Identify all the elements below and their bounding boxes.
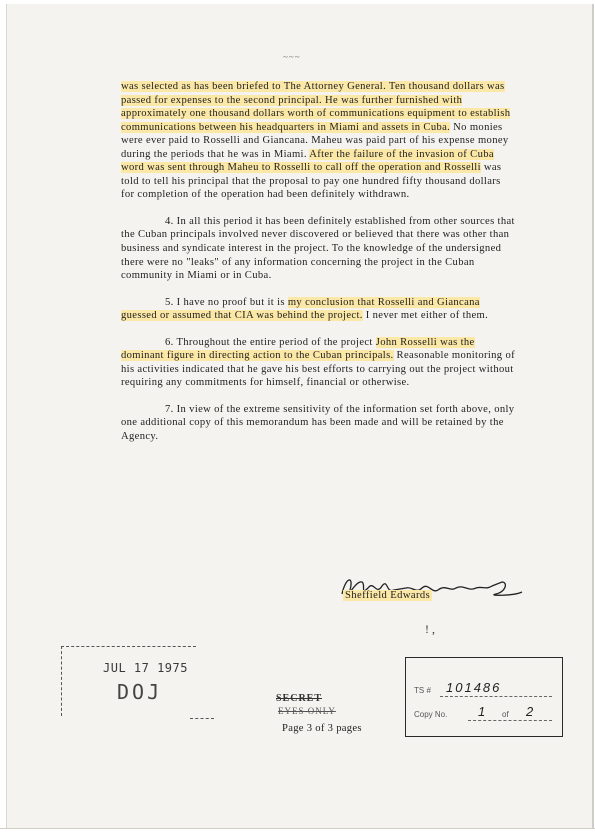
paragraph-text: was told to tell his principal that the proposal to pay one hundred fifty thousand dollars for completion of the operation had been definitely withdrawn. xyxy=(121,162,502,201)
paragraph-7 xyxy=(121,403,516,444)
received-stamp xyxy=(55,640,205,730)
paragraph-text: I never met either of them. xyxy=(362,310,489,322)
stamp-dashed-border-side xyxy=(61,646,62,716)
paragraph-text: 5. I have no proof but it is xyxy=(165,296,288,308)
ts-underline xyxy=(440,696,552,697)
classification-marking-2: EYES ONLY xyxy=(278,706,336,716)
stray-marks: ! , xyxy=(425,622,435,636)
paragraph-3-continued xyxy=(121,80,516,202)
stamp-agency: DOJ xyxy=(117,680,163,704)
copy-number: 1 xyxy=(478,704,488,719)
copy-label: Copy No. xyxy=(414,710,448,719)
highlighted-text: my conclusion that Rosselli and Giancana guessed or assumed that CIA was behind the project. xyxy=(121,296,480,322)
signature-name: Sheffield Edwards xyxy=(345,590,431,601)
paragraph-6 xyxy=(121,336,516,390)
stamp-mark xyxy=(190,718,214,719)
highlighted-text: After the failure of the invasion of Cuba word was sent through Maheu to Rosselli to call off the operation and Rosselli xyxy=(121,148,494,174)
ts-number: 101486 xyxy=(446,680,502,695)
paragraph-text: No monies were ever paid to Rosselli and Giancana. Maheu was paid part of his expense money during the periods that he was in Miami. xyxy=(121,121,509,160)
stamp-date: JUL 17 1975 xyxy=(103,661,188,675)
classification-marking: SECRET xyxy=(276,693,323,704)
top-mark: ~~~ xyxy=(283,52,301,62)
page-number: Page 3 of 3 pages xyxy=(282,723,362,734)
copy-of-label: of xyxy=(502,710,509,719)
copy-total: 2 xyxy=(526,704,536,719)
paragraph-4 xyxy=(121,215,516,283)
paragraph-text: 6. Throughout the entire period of the project xyxy=(165,336,376,348)
ts-label: TS # xyxy=(414,686,431,695)
copy-control-box xyxy=(405,657,563,737)
paragraph-text: Reasonable monitoring of his activities indicated that he gave his best efforts to carrying out the project without requiring any commitments for himself, financial or otherwise. xyxy=(121,350,515,389)
paragraph-text: 4. In all this period it has been definitely established from other sources that the Cuban principals involved never discovered or believed that there was other than business and syndicate interest in the project. To the knowledge of the undersigned there were no "leaks" of any information concerning the project in the Cuban community in Miami or in Cuba. xyxy=(121,215,515,282)
stamp-dashed-border xyxy=(61,646,196,647)
memorandum-body xyxy=(121,80,516,457)
highlighted-text: John Rosselli was the dominant figure in directing action to the Cuban principals. xyxy=(121,336,475,362)
paragraph-text: 7. In view of the extreme sensitivity of the information set forth above, only one additional copy of this memorandum has been made and will be retained by the Agency. xyxy=(121,403,515,443)
highlighted-text: was selected as has been briefed to The Attorney General. Ten thousand dollars was passed for expenses to the second principal. xyxy=(121,81,505,106)
copy-underline xyxy=(468,720,552,721)
highlighted-text: He was further furnished with approximately one thousand dollars worth of communications equipment to establish communications between his headquarters in Miami and assets in Cuba. xyxy=(121,94,511,133)
paragraph-5 xyxy=(121,296,516,323)
